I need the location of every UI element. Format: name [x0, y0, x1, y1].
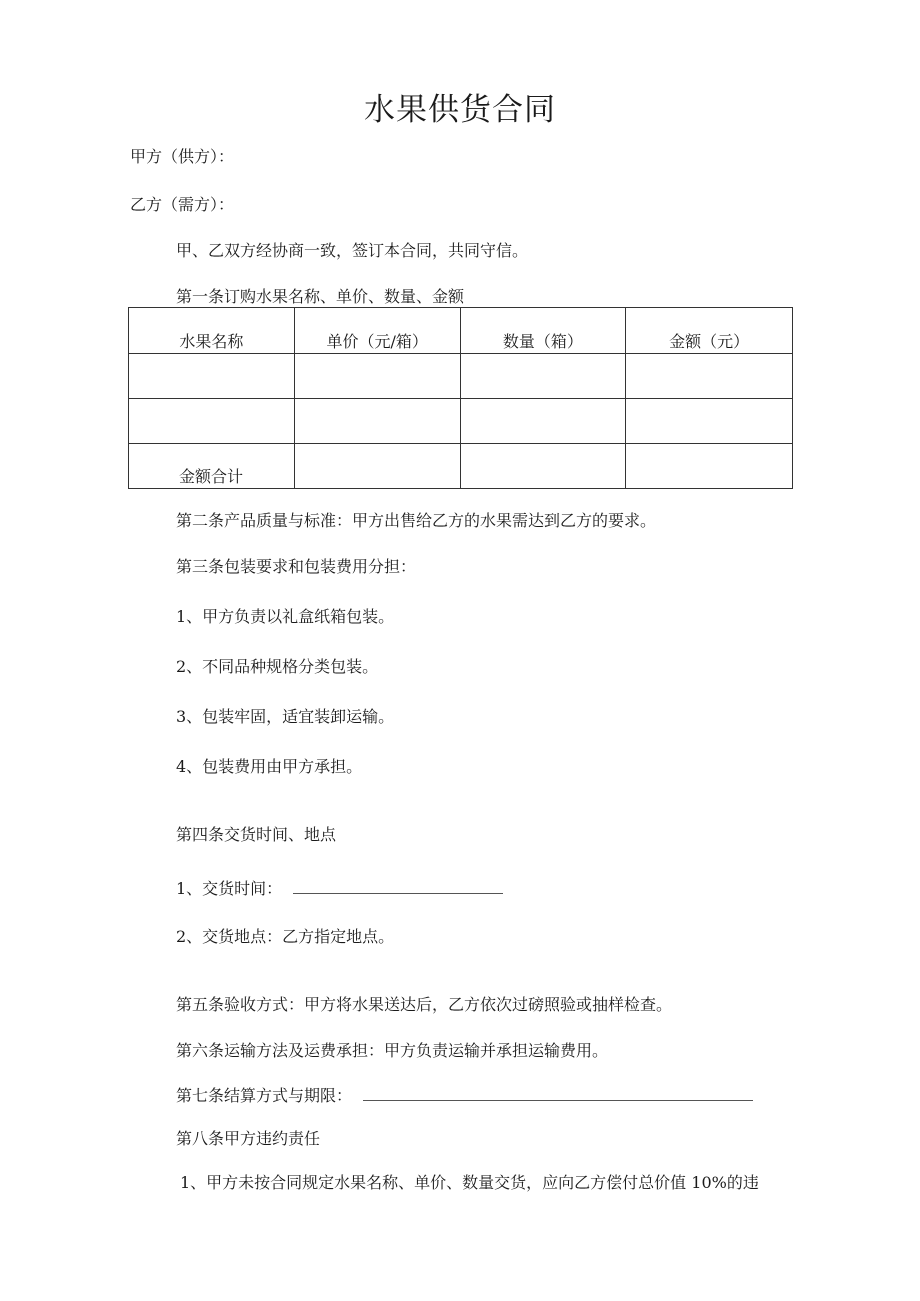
- total-label: 金额合计: [179, 467, 244, 486]
- article-7-label: 第七条结算方式与期限：: [176, 1086, 353, 1105]
- delivery-time-blank[interactable]: [293, 877, 503, 894]
- table-cell: [294, 354, 460, 399]
- table-total-row: [129, 444, 793, 489]
- table-cell: [294, 399, 460, 444]
- total-label-cell: [129, 444, 295, 489]
- article-3-item: 3、包装牢固，适宜装卸运输。: [176, 707, 395, 726]
- article-4-heading: 第四条交货时间、地点: [176, 825, 337, 844]
- delivery-time-line: [176, 877, 503, 899]
- table-header-cell: [129, 308, 295, 354]
- article-3-heading: 第三条包装要求和包装费用分担：: [176, 557, 417, 576]
- table-cell: [460, 444, 626, 489]
- delivery-time-label: 1、交货时间：: [176, 879, 283, 898]
- table-cell: [129, 354, 295, 399]
- article-6: 第六条运输方法及运费承担：甲方负责运输并承担运输费用。: [176, 1041, 609, 1060]
- article-5: 第五条验收方式：甲方将水果送达后，乙方依次过磅照验或抽样检查。: [176, 995, 673, 1014]
- article-3-item: 2、不同品种规格分类包装。: [176, 657, 379, 676]
- table-row: [129, 399, 793, 444]
- table-row: [129, 354, 793, 399]
- article-3-item: 1、甲方负责以礼盒纸箱包装。: [176, 607, 395, 626]
- settlement-blank[interactable]: [363, 1084, 753, 1101]
- table-cell: [460, 354, 626, 399]
- article-2: 第二条产品质量与标准：甲方出售给乙方的水果需达到乙方的要求。: [176, 511, 657, 530]
- article-8-item: 1、甲方未按合同规定水果名称、单价、数量交货，应向乙方偿付总价值 10%的违: [180, 1173, 759, 1192]
- document-title: 水果供货合同: [364, 92, 556, 128]
- party-b-line: 乙方（需方）：: [130, 195, 235, 214]
- article-8-heading: 第八条甲方违约责任: [176, 1129, 321, 1148]
- article-1-heading: 第一条订购水果名称、单价、数量、金额: [176, 287, 465, 306]
- settlement-line: [176, 1084, 753, 1106]
- order-table: [128, 307, 793, 489]
- table-header-row: [129, 308, 793, 354]
- table-header-cell: [460, 308, 626, 354]
- table-header-cell: [294, 308, 460, 354]
- table-cell: [626, 354, 793, 399]
- preamble: 甲、乙双方经协商一致，签订本合同，共同守信。: [176, 241, 529, 260]
- article-3-item: 4、包装费用由甲方承担。: [176, 757, 363, 776]
- table-cell: [460, 399, 626, 444]
- table-cell: [626, 444, 793, 489]
- table-header-cell: [626, 308, 793, 354]
- table-cell: [294, 444, 460, 489]
- header-amount: 金额（元）: [669, 332, 750, 351]
- delivery-place-line: 2、交货地点：乙方指定地点。: [176, 927, 395, 946]
- table-cell: [626, 399, 793, 444]
- table-cell: [129, 399, 295, 444]
- header-unit-price: 单价（元/箱）: [326, 332, 428, 351]
- header-quantity: 数量（箱）: [502, 332, 583, 351]
- header-fruit-name: 水果名称: [179, 332, 244, 351]
- party-a-line: 甲方（供方）：: [130, 147, 235, 166]
